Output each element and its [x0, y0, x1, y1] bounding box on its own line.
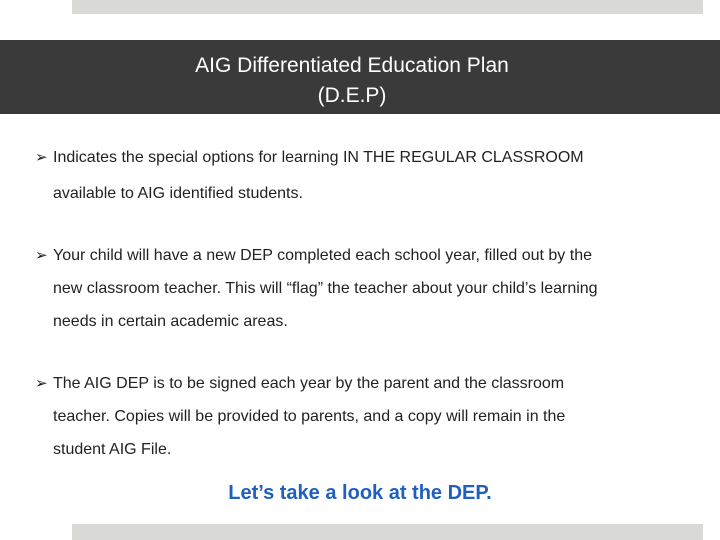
slide-title-line-1: AIG Differentiated Education Plan [195, 54, 509, 77]
bullet-text: new classroom teacher. This will “flag” the teacher about your child’s learning [53, 280, 598, 297]
arrow-bullet-icon: ➢ [35, 149, 48, 166]
call-to-action-text: Let’s take a look at the DEP. [228, 482, 492, 504]
bullet-text: The AIG DEP is to be signed each year by the parent and the classroom [53, 375, 565, 392]
bullet-text: available to AIG identified students. [53, 185, 303, 202]
bullet-item [35, 142, 685, 210]
slide-title-line-2: (D.E.P) [317, 84, 387, 107]
arrow-bullet-icon: ➢ [35, 247, 48, 264]
bullet-text: student AIG File. [53, 441, 172, 458]
bullet-text: needs in certain academic areas. [53, 313, 288, 330]
slide-title [112, 51, 592, 111]
bullet-item [35, 368, 685, 466]
bullet-text: teacher. Copies will be provided to parents, and a copy will remain in the [53, 408, 566, 425]
arrow-bullet-icon: ➢ [35, 375, 48, 392]
bullet-text: Indicates the special options for learning IN THE REGULAR CLASSROOM [53, 149, 584, 166]
bullet-text: Your child will have a new DEP completed each school year, filled out by the [53, 247, 592, 264]
bullet-item [35, 240, 685, 338]
top-decorative-strip [72, 0, 703, 14]
bottom-decorative-strip [72, 524, 703, 540]
